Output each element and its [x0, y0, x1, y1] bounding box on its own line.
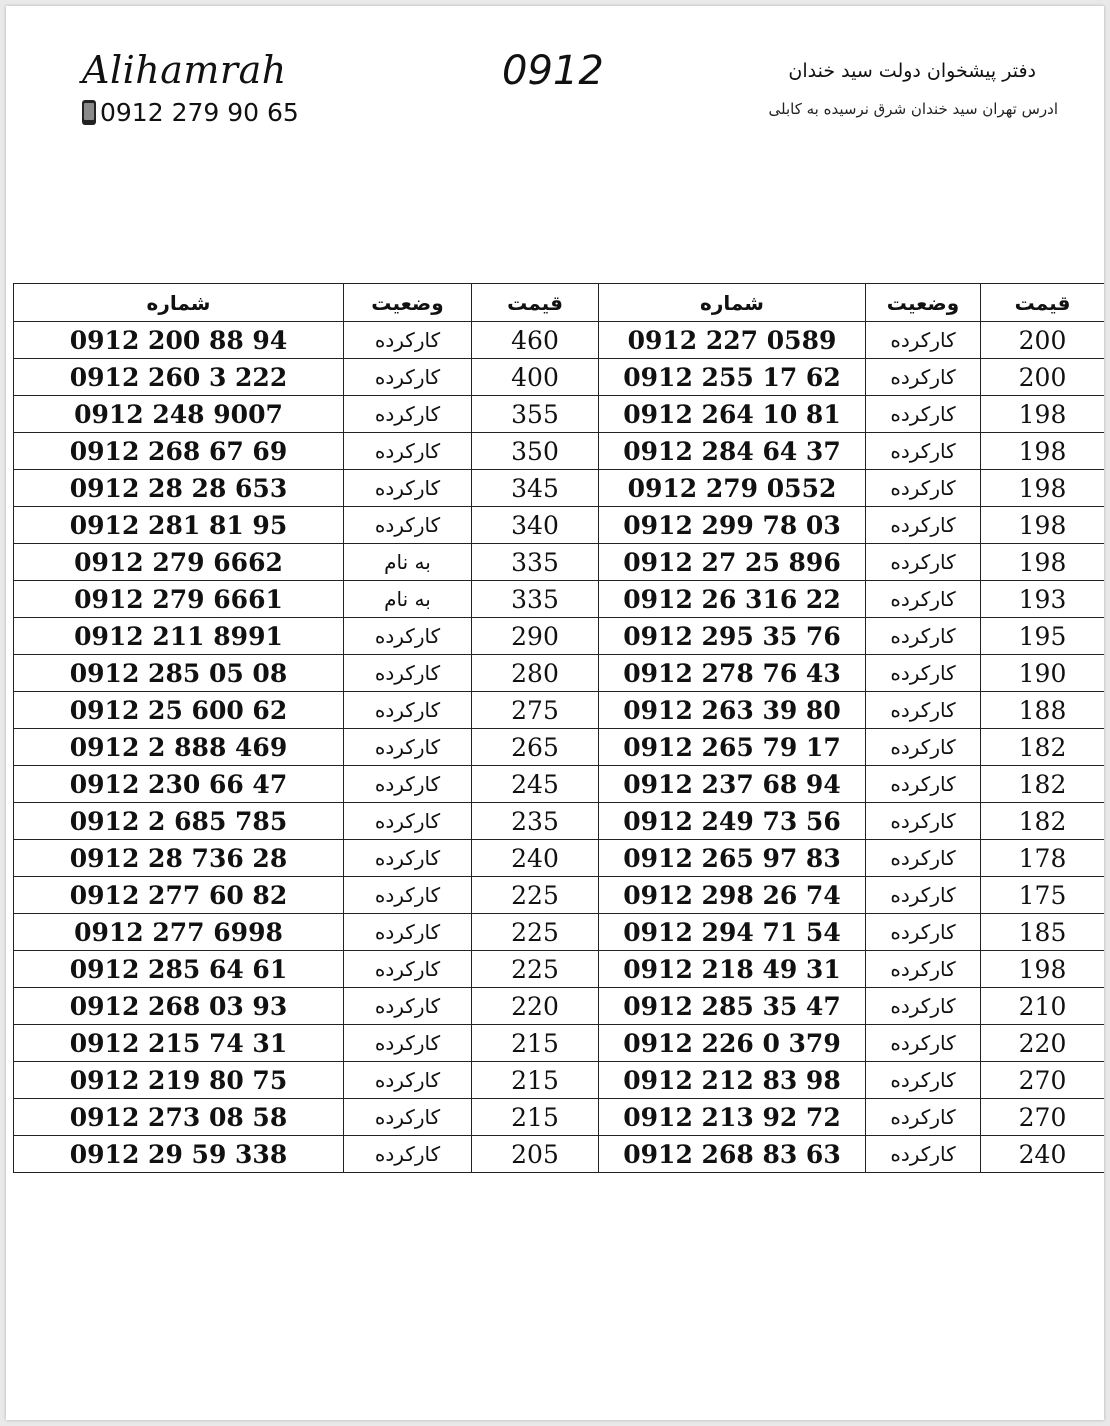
right-status-cell: کارکرده [866, 766, 981, 803]
left-price-cell: 245 [472, 766, 599, 803]
left-number-cell: 0912 29 59 338 [14, 1136, 344, 1173]
office-name: دفتر پیشخوان دولت سید خندان [788, 60, 1036, 82]
right-status-cell: کارکرده [866, 507, 981, 544]
left-price-cell: 280 [472, 655, 599, 692]
right-number-cell: 0912 295 35 76 [599, 618, 866, 655]
contact-phone-number: 0912 279 90 65 [100, 98, 299, 127]
table-row [14, 322, 1105, 359]
right-price-cell: 198 [981, 470, 1105, 507]
table-row [14, 507, 1105, 544]
right-status-cell: کارکرده [866, 1062, 981, 1099]
right-price-cell: 198 [981, 396, 1105, 433]
right-number-cell: 0912 298 26 74 [599, 877, 866, 914]
table-body [14, 322, 1105, 1173]
left-price-cell: 350 [472, 433, 599, 470]
right-price-cell: 188 [981, 692, 1105, 729]
left-price-cell: 355 [472, 396, 599, 433]
right-price-cell: 190 [981, 655, 1105, 692]
left-price-cell: 345 [472, 470, 599, 507]
right-price-cell: 182 [981, 729, 1105, 766]
right-number-cell: 0912 26 316 22 [599, 581, 866, 618]
header-number-right: شماره [599, 284, 866, 322]
table-row [14, 1099, 1105, 1136]
office-address: ادرس تهران سید خندان شرق نرسیده به کابلی [768, 100, 1058, 118]
header-number-left: شماره [14, 284, 344, 322]
right-number-cell: 0912 299 78 03 [599, 507, 866, 544]
left-status-cell: کارکرده [344, 655, 472, 692]
left-price-cell: 335 [472, 581, 599, 618]
right-number-cell: 0912 265 79 17 [599, 729, 866, 766]
left-status-cell: کارکرده [344, 1025, 472, 1062]
left-number-cell: 0912 25 600 62 [14, 692, 344, 729]
left-number-cell: 0912 28 736 28 [14, 840, 344, 877]
left-status-cell: کارکرده [344, 618, 472, 655]
table-row [14, 359, 1105, 396]
left-price-cell: 205 [472, 1136, 599, 1173]
table-header-row [14, 284, 1105, 322]
table-row [14, 470, 1105, 507]
left-price-cell: 215 [472, 1062, 599, 1099]
right-price-cell: 182 [981, 803, 1105, 840]
price-table [13, 283, 1104, 1173]
right-status-cell: کارکرده [866, 877, 981, 914]
right-price-cell: 240 [981, 1136, 1105, 1173]
left-price-cell: 220 [472, 988, 599, 1025]
left-status-cell: کارکرده [344, 803, 472, 840]
right-number-cell: 0912 213 92 72 [599, 1099, 866, 1136]
left-number-cell: 0912 279 6662 [14, 544, 344, 581]
left-price-cell: 240 [472, 840, 599, 877]
right-number-cell: 0912 294 71 54 [599, 914, 866, 951]
left-number-cell: 0912 215 74 31 [14, 1025, 344, 1062]
left-number-cell: 0912 268 67 69 [14, 433, 344, 470]
left-number-cell: 0912 277 6998 [14, 914, 344, 951]
right-number-cell: 0912 279 0552 [599, 470, 866, 507]
left-number-cell: 0912 273 08 58 [14, 1099, 344, 1136]
right-price-cell: 182 [981, 766, 1105, 803]
left-status-cell: کارکرده [344, 988, 472, 1025]
left-number-cell: 0912 219 80 75 [14, 1062, 344, 1099]
right-price-cell: 175 [981, 877, 1105, 914]
right-number-cell: 0912 268 83 63 [599, 1136, 866, 1173]
right-status-cell: کارکرده [866, 359, 981, 396]
table-row [14, 766, 1105, 803]
table-row [14, 729, 1105, 766]
left-status-cell: کارکرده [344, 951, 472, 988]
right-number-cell: 0912 285 35 47 [599, 988, 866, 1025]
left-status-cell: کارکرده [344, 877, 472, 914]
left-status-cell: کارکرده [344, 470, 472, 507]
right-number-cell: 0912 255 17 62 [599, 359, 866, 396]
right-status-cell: کارکرده [866, 692, 981, 729]
table-row [14, 1136, 1105, 1173]
left-status-cell: کارکرده [344, 1136, 472, 1173]
left-price-cell: 225 [472, 951, 599, 988]
table-row [14, 544, 1105, 581]
contact-phone [82, 98, 299, 127]
right-number-cell: 0912 278 76 43 [599, 655, 866, 692]
table-row [14, 433, 1105, 470]
left-status-cell: کارکرده [344, 1099, 472, 1136]
left-price-cell: 275 [472, 692, 599, 729]
right-number-cell: 0912 263 39 80 [599, 692, 866, 729]
right-price-cell: 193 [981, 581, 1105, 618]
left-status-cell: کارکرده [344, 840, 472, 877]
header-price-right: قیمت [981, 284, 1105, 322]
right-status-cell: کارکرده [866, 729, 981, 766]
right-number-cell: 0912 264 10 81 [599, 396, 866, 433]
left-number-cell: 0912 285 64 61 [14, 951, 344, 988]
left-number-cell: 0912 2 685 785 [14, 803, 344, 840]
left-price-cell: 400 [472, 359, 599, 396]
table-row [14, 618, 1105, 655]
left-number-cell: 0912 211 8991 [14, 618, 344, 655]
left-status-cell: کارکرده [344, 729, 472, 766]
left-number-cell: 0912 248 9007 [14, 396, 344, 433]
table-row [14, 655, 1105, 692]
left-price-cell: 225 [472, 914, 599, 951]
right-status-cell: کارکرده [866, 988, 981, 1025]
table-row [14, 1025, 1105, 1062]
left-price-cell: 290 [472, 618, 599, 655]
header-status-left: وضعیت [344, 284, 472, 322]
left-status-cell: کارکرده [344, 914, 472, 951]
left-status-cell: کارکرده [344, 507, 472, 544]
right-price-cell: 270 [981, 1099, 1105, 1136]
table-row [14, 1062, 1105, 1099]
right-status-cell: کارکرده [866, 470, 981, 507]
right-price-cell: 178 [981, 840, 1105, 877]
left-number-cell: 0912 279 6661 [14, 581, 344, 618]
table-row [14, 840, 1105, 877]
right-status-cell: کارکرده [866, 322, 981, 359]
table-row [14, 692, 1105, 729]
left-number-cell: 0912 285 05 08 [14, 655, 344, 692]
left-number-cell: 0912 260 3 222 [14, 359, 344, 396]
right-price-cell: 198 [981, 544, 1105, 581]
right-price-cell: 220 [981, 1025, 1105, 1062]
right-status-cell: کارکرده [866, 803, 981, 840]
right-number-cell: 0912 227 0589 [599, 322, 866, 359]
left-status-cell: به نام [344, 581, 472, 618]
right-number-cell: 0912 27 25 896 [599, 544, 866, 581]
right-price-cell: 210 [981, 988, 1105, 1025]
left-price-cell: 235 [472, 803, 599, 840]
table-row [14, 988, 1105, 1025]
right-status-cell: کارکرده [866, 544, 981, 581]
left-number-cell: 0912 268 03 93 [14, 988, 344, 1025]
left-price-cell: 215 [472, 1099, 599, 1136]
left-number-cell: 0912 281 81 95 [14, 507, 344, 544]
left-status-cell: کارکرده [344, 1062, 472, 1099]
right-status-cell: کارکرده [866, 581, 981, 618]
left-price-cell: 225 [472, 877, 599, 914]
right-status-cell: کارکرده [866, 951, 981, 988]
right-price-cell: 198 [981, 507, 1105, 544]
left-status-cell: کارکرده [344, 359, 472, 396]
mobile-phone-icon [82, 100, 96, 125]
right-price-cell: 195 [981, 618, 1105, 655]
left-status-cell: کارکرده [344, 322, 472, 359]
right-number-cell: 0912 218 49 31 [599, 951, 866, 988]
right-status-cell: کارکرده [866, 840, 981, 877]
left-number-cell: 0912 28 28 653 [14, 470, 344, 507]
left-price-cell: 460 [472, 322, 599, 359]
number-prefix: 0912 [502, 48, 604, 94]
left-status-cell: به نام [344, 544, 472, 581]
table-row [14, 951, 1105, 988]
left-status-cell: کارکرده [344, 396, 472, 433]
left-price-cell: 340 [472, 507, 599, 544]
table-row [14, 581, 1105, 618]
brand-name: Alihamrah [82, 48, 287, 92]
table-row [14, 803, 1105, 840]
right-number-cell: 0912 212 83 98 [599, 1062, 866, 1099]
right-price-cell: 200 [981, 322, 1105, 359]
right-number-cell: 0912 265 97 83 [599, 840, 866, 877]
left-price-cell: 265 [472, 729, 599, 766]
right-status-cell: کارکرده [866, 1099, 981, 1136]
left-number-cell: 0912 200 88 94 [14, 322, 344, 359]
table-row [14, 877, 1105, 914]
left-price-cell: 215 [472, 1025, 599, 1062]
left-number-cell: 0912 230 66 47 [14, 766, 344, 803]
right-status-cell: کارکرده [866, 433, 981, 470]
right-status-cell: کارکرده [866, 1136, 981, 1173]
header-price-left: قیمت [472, 284, 599, 322]
right-number-cell: 0912 284 64 37 [599, 433, 866, 470]
right-status-cell: کارکرده [866, 914, 981, 951]
table-row [14, 914, 1105, 951]
right-price-cell: 200 [981, 359, 1105, 396]
left-status-cell: کارکرده [344, 692, 472, 729]
table-row [14, 396, 1105, 433]
document-page [6, 6, 1104, 1420]
right-number-cell: 0912 249 73 56 [599, 803, 866, 840]
left-status-cell: کارکرده [344, 433, 472, 470]
right-status-cell: کارکرده [866, 396, 981, 433]
header-status-right: وضعیت [866, 284, 981, 322]
left-status-cell: کارکرده [344, 766, 472, 803]
right-status-cell: کارکرده [866, 618, 981, 655]
left-number-cell: 0912 277 60 82 [14, 877, 344, 914]
right-status-cell: کارکرده [866, 655, 981, 692]
right-number-cell: 0912 226 0 379 [599, 1025, 866, 1062]
right-price-cell: 185 [981, 914, 1105, 951]
left-price-cell: 335 [472, 544, 599, 581]
right-price-cell: 270 [981, 1062, 1105, 1099]
right-price-cell: 198 [981, 433, 1105, 470]
left-number-cell: 0912 2 888 469 [14, 729, 344, 766]
right-price-cell: 198 [981, 951, 1105, 988]
right-status-cell: کارکرده [866, 1025, 981, 1062]
right-number-cell: 0912 237 68 94 [599, 766, 866, 803]
